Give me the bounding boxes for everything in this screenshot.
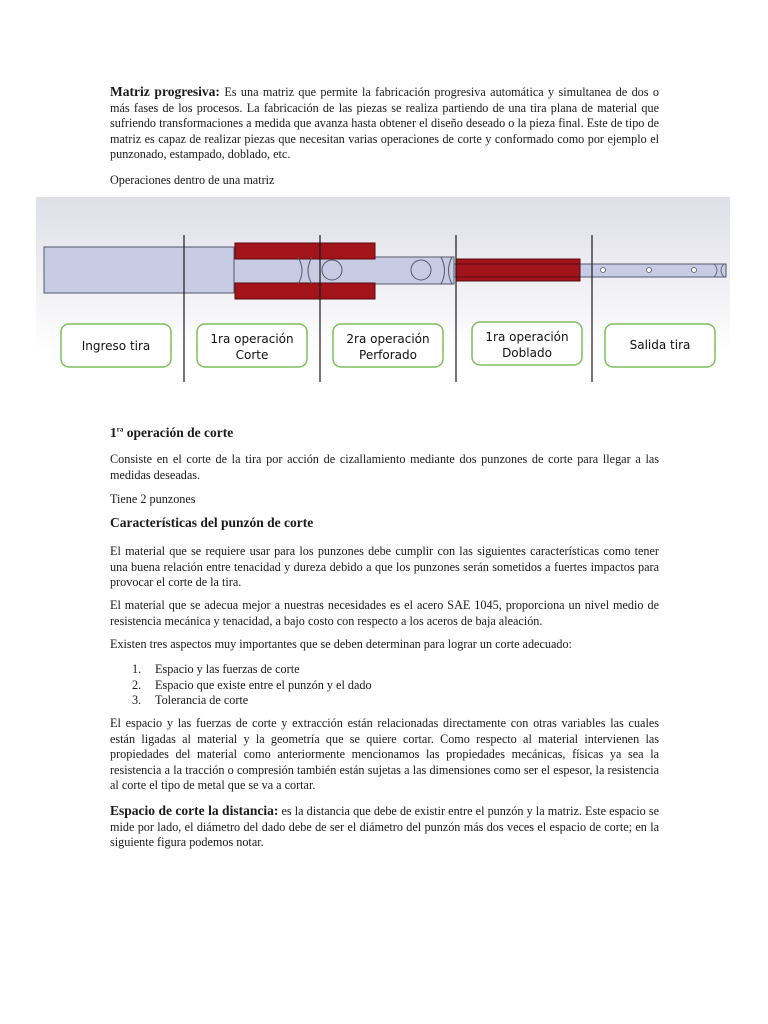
section1-paragraph-1: Consiste en el corte de la tira por acción de cizallamiento mediante dos punzones de corte para llegar a las medidas deseadas. [110, 452, 659, 482]
stage-label-perforado-1: 2ra operación [346, 332, 430, 346]
section1-paragraph-2: Tiene 2 punzones [110, 492, 196, 506]
intro-text: Es una matriz que permite la fabricación progresiva automática y simultanea de dos o más fases de los procesos. La fabricación de las piezas se realiza partiendo de una tira plana de material que sufriendo transformaciones a medida que avanza hasta obtener el diseño deseado o la pieza final. Este de tipo de matriz es capaz de realizar piezas que necesitan varias operaciones de corte y conformado como por ejemplo el punzonado, estampado, doblado, etc. [110, 85, 659, 162]
stage-label-corte-1: 1ra operación [210, 332, 294, 346]
intro-term: Matriz progresiva: [110, 84, 220, 99]
list-item [110, 662, 659, 678]
heading-text: operación de corte [123, 425, 234, 440]
stage-label-doblado-2: Doblado [502, 346, 552, 360]
heading-number: 1 [110, 425, 117, 440]
list-number: 2. [132, 677, 142, 692]
section3-text: es la distancia que debe de existir entre el punzón y la matriz. Este espacio se mide por lado, el diámetro del dado debe de ser el diámetro del punzón más dos veces el espacio de corte; en la siguiente figura podemos notar. [110, 804, 659, 850]
stage-label-perforado-2: Perforado [359, 348, 417, 362]
thin-hole-3 [692, 268, 697, 273]
stage-label-doblado-1: 1ra operación [485, 330, 569, 344]
section-heading-punzon: Características del punzón de corte [110, 515, 314, 530]
section2-paragraph-2: El material que se adecua mejor a nuestras necesidades es el acero SAE 1045, proporciona un nivel medio de resistencia mecánica y tenacidad, a bajo costo con respecto a los aceros de baja aleación. [110, 598, 659, 628]
bending-die [456, 259, 580, 281]
section3-term: Espacio de corte la distancia: [110, 803, 279, 818]
pierced-hole-1 [322, 260, 342, 280]
stage-label-salida: Salida tira [629, 338, 691, 352]
list-item [110, 678, 659, 694]
stage-label-corte-2: Corte [235, 348, 269, 362]
cutting-die-top [235, 243, 375, 259]
cut-aspects-list [110, 662, 659, 709]
list-number: 3. [132, 693, 142, 708]
heading-superscript: ra [116, 425, 124, 434]
list-text: Espacio que existe entre el punzón y el dado [155, 677, 372, 692]
section2-paragraph-4: El espacio y las fuerzas de corte y extracción están relacionadas directamente con otras variables las cuales están ligadas al material y la geometría que se quiere cortar. Como respecto al material intervienen las propiedades del material como anteriormente mencionamos las propiedades mecánicas, físicas ya sea la resistencia a la tracción o compresión también están sujetas a las dimensiones como ser el espesor, la resistencia al corte el tipo de metal que se va a cortar. [110, 716, 659, 793]
strip-entry [44, 247, 234, 293]
pierced-hole-2 [411, 260, 431, 280]
thin-hole-1 [601, 268, 606, 273]
cutting-die-bottom [235, 283, 375, 299]
list-text: Tolerancia de corte [155, 693, 249, 708]
thin-hole-2 [647, 268, 652, 273]
section-heading-corte [110, 425, 233, 441]
list-number: 1. [132, 662, 142, 676]
intro-paragraph [110, 84, 659, 163]
section2-paragraph-3: Existen tres aspectos muy importantes que se deben determinan para lograr un corte adecuado: [110, 637, 572, 651]
list-item [110, 693, 659, 709]
section2-paragraph-1: El material que se requiere usar para los punzones debe cumplir con las siguientes características como tener una buena relación entre tenacidad y dureza debido a que los punzones serán sometidos a fuertes impactos para provocar el corte de la tira. [110, 544, 659, 590]
figure-caption: Operaciones dentro de una matriz [110, 173, 275, 187]
stage-label-ingreso: Ingreso tira [81, 339, 151, 353]
section3-paragraph [110, 803, 659, 851]
list-text: Espacio y las fuerzas de corte [155, 662, 300, 676]
progressive-die-diagram [36, 197, 730, 382]
